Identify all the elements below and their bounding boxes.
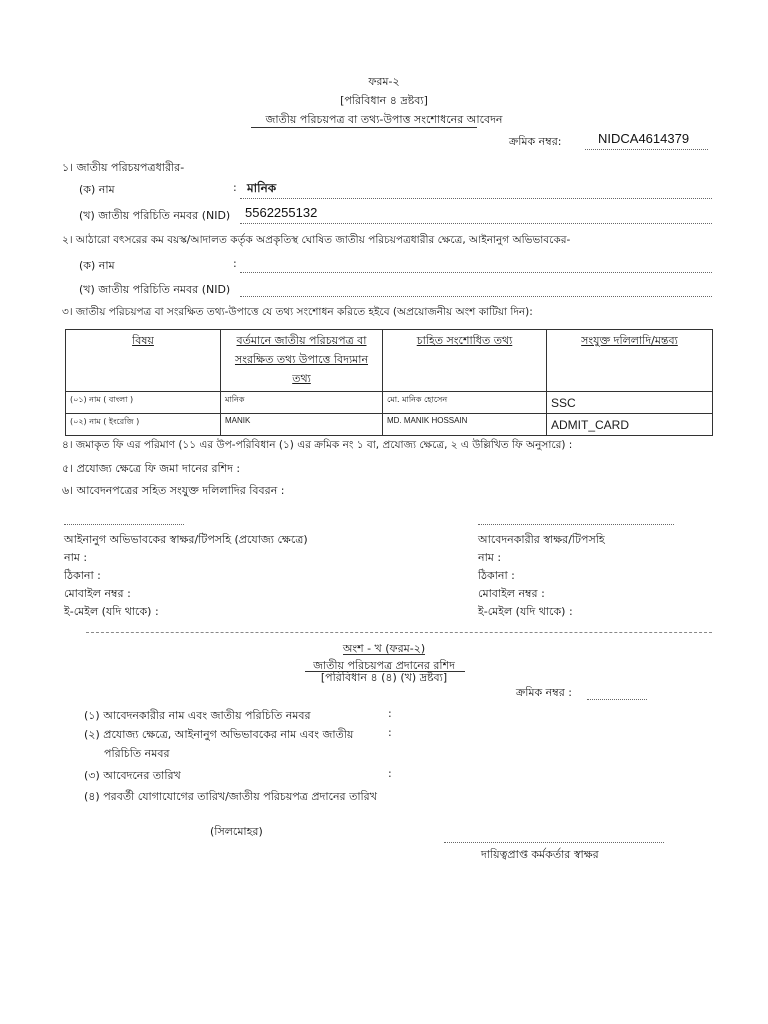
guardian-name: নাম : — [64, 551, 88, 564]
guardian-signature-title: আইনানুগ অভিভাবকের স্বাক্ষর/টিপসহি (প্রযোজ্য ক্ষেত্রে) — [64, 533, 308, 546]
header-subject: বিষয় — [66, 330, 221, 392]
holder-name-label: (ক) নাম — [79, 183, 115, 196]
row2-requested: MD. MANIK HOSSAIN — [383, 414, 547, 436]
row2-subject: (০২) নাম ( ইংরেজি ) — [66, 414, 221, 436]
holder-nid-value: 5562255132 — [245, 205, 318, 220]
receipt-item-2: (২) প্রযোজ্য ক্ষেত্রে, আইনানুগ অভিভাবকের নাম এবং জাতীয় — [84, 728, 354, 741]
table-row — [66, 414, 713, 436]
header-attachments: সংযুক্ত দলিলাদি/মন্তব্য — [547, 330, 713, 392]
row1-subject: (০১) নাম ( বাংলা ) — [66, 392, 221, 414]
colon: : — [388, 726, 392, 739]
section4-fee: ৪। জমাকৃত ফি এর পরিমাণ (১১ এর উপ-পরিবিধান (১) এর ক্রমিক নং ১ বা, প্রযোজ্য ক্ষেত্রে, ২ এ উল্লিখিত ফি অনুসারে) : — [62, 439, 573, 451]
holder-name-value: মানিক — [247, 181, 277, 195]
receipt-serial-line — [587, 699, 647, 700]
section6-attachments: ৬। আবেদনপত্রের সহিত সংযুক্ত দলিলাদির বিবরন : — [62, 484, 285, 497]
guardian-mobile: মোবাইল নম্বর : — [64, 587, 131, 600]
applicant-mobile: মোবাইল নম্বর : — [478, 587, 545, 600]
holder-nid-line — [240, 223, 712, 224]
serial-label: ক্রমিক নম্বর: — [509, 135, 562, 148]
table-header-row — [66, 330, 713, 392]
receipt-item-4: (৪) পরবর্তী যোগাযোগের তারিখ/জাতীয় পরিচয়পত্র প্রদানের তারিখ — [84, 790, 377, 803]
section5-receipt: ৫। প্রযোজ্য ক্ষেত্রে ফি জমা দানের রশিদ : — [62, 462, 241, 475]
receipt-item-1: (১) আবেদনকারীর নাম এবং জাতীয় পরিচিতি নমবর — [84, 709, 311, 722]
section3-heading: ৩। জাতীয় পরিচয়পত্র বা সংরক্ষিত তথ্য-উপাত্তে যে তথ্য সংশোধন করিতে হইবে (অপ্রয়োজনীয় অংশ কাটিয়া দিন): — [62, 306, 533, 318]
guardian-address: ঠিকানা : — [64, 569, 101, 582]
guardian-name-label: (ক) নাম — [79, 259, 115, 272]
section2-heading: ২। আঠারো বৎসরের কম বয়স্ক/আদালত কর্তৃক অপ্রকৃতিস্থ ঘোষিত জাতীয় পরিচয়পত্রধারীর ক্ষেত্রে, আইনানুগ অভিভাবকের- — [62, 234, 571, 246]
form-number: ফরম-২ — [368, 75, 400, 88]
table-row — [66, 392, 713, 414]
page-title: জাতীয় পরিচয়পত্র বা তথ্য-উপাত্ত সংশোধনের আবেদন — [265, 113, 503, 126]
guardian-nid-line — [240, 296, 712, 297]
colon: : — [388, 767, 392, 780]
applicant-email: ই-মেইল (যদি থাকে) : — [478, 605, 573, 618]
guardian-signature-line — [64, 524, 184, 525]
header-current-info: বর্তমানে জাতীয় পরিচয়পত্র বা সংরক্ষিত তথ্য উপাত্তে বিদ্যমান তথ্য — [221, 330, 383, 392]
cut-line — [86, 632, 712, 633]
guardian-name-line — [240, 272, 712, 273]
applicant-signature-title: আবেদনকারীর স্বাক্ষর/টিপসহি — [478, 533, 605, 546]
row1-requested: মো. মানিক হোসেন — [383, 392, 547, 414]
holder-name-line — [240, 198, 712, 199]
guardian-nid-label: (খ) জাতীয় পরিচিতি নমবর (NID) — [79, 283, 231, 296]
row2-current: MANIK — [221, 414, 383, 436]
correction-table — [65, 329, 713, 436]
receipt-part-underline — [343, 654, 425, 655]
header-requested-info: চাহিত সংশোধিত তথ্য — [383, 330, 547, 392]
officer-signature-label: দায়িত্বপ্রাপ্ত কর্মকর্তার স্বাক্ষর — [481, 848, 599, 861]
row2-attachment: ADMIT_CARD — [547, 414, 713, 436]
colon: : — [233, 257, 237, 270]
colon: : — [233, 181, 237, 194]
applicant-signature-line — [478, 524, 674, 525]
seal-label: (সিলমোহর) — [210, 825, 263, 838]
serial-dotted-line — [585, 149, 708, 150]
receipt-part: অংশ - খ (ফরম-২) — [342, 642, 426, 655]
holder-nid-label: (খ) জাতীয় পরিচিতি নমবর (NID) — [79, 209, 231, 222]
officer-signature-line — [444, 842, 664, 843]
rule-reference: [পরিবিধান ৪ দ্রষ্টব্য] — [340, 94, 428, 107]
receipt-serial-label: ক্রমিক নম্বর : — [516, 686, 572, 699]
section1-heading: ১। জাতীয় পরিচয়পত্রধারীর- — [62, 161, 185, 174]
receipt-rule-ref: [পরিবিধান ৪ (৪) (খ) দ্রষ্টব্য] — [320, 671, 448, 684]
receipt-title: জাতীয় পরিচয়পত্র প্রদানের রশিদ — [313, 659, 455, 672]
applicant-address: ঠিকানা : — [478, 569, 515, 582]
serial-number: NIDCA4614379 — [598, 131, 690, 146]
row1-current: মানিক — [221, 392, 383, 414]
receipt-item-2-cont: পরিচিতি নমবর — [104, 747, 170, 760]
row1-attachment: SSC — [547, 392, 713, 414]
receipt-item-3: (৩) আবেদনের তারিখ — [84, 769, 181, 782]
guardian-email: ই-মেইল (যদি থাকে) : — [64, 605, 159, 618]
title-underline — [251, 127, 477, 128]
colon: : — [388, 707, 392, 720]
applicant-name: নাম : — [478, 551, 502, 564]
